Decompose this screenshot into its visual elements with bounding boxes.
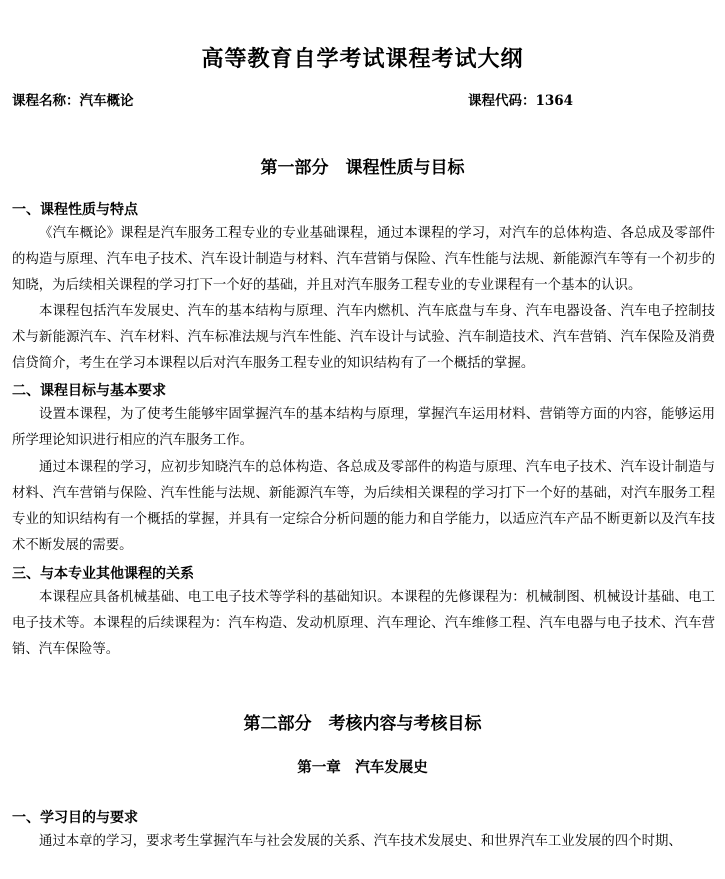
paragraph-objectives-2: 通过本课程的学习，应初步知晓汽车的总体构造、各总成及零部件的构造与原理、汽车电子技术、汽车设计制造与材料、汽车营销与保险、汽车性能与法规、新能源汽车等，为后续相关课程的学习打下一个好的基础，对汽车服务工程专业的知识结构有一个概括的掌握，并具有一定综合分析问题的能力和自学能力，以适应汽车产品不断更新以及汽车技术不断发展的需要。: [12, 460, 715, 553]
section-heading-relations: 三、与本专业其他课程的关系: [12, 566, 194, 582]
paragraph-nature-1: 《汽车概论》课程是汽车服务工程专业的专业基础课程，通过本课程的学习，对汽车的总体构造、各总成及零部件的构造与原理、汽车电子技术、汽车设计制造与材料、汽车营销与保险、汽车性能与法规、新能源汽车等有一个初步的知晓，为后续相关课程的学习打下一个好的基础，并且对汽车服务工程专业的专业课程有一个基本的认识。: [12, 226, 715, 293]
paragraph-objectives-1: 设置本课程，为了使考生能够牢固掌握汽车的基本结构与原理，掌握汽车运用材料、营销等方面的内容，能够运用所学理论知识进行相应的汽车服务工作。: [12, 407, 715, 448]
paragraph-relations-1: 本课程应具备机械基础、电工电子技术等学科的基础知识。本课程的先修课程为：机械制图、机械设计基础、电工电子技术等。本课程的后续课程为：汽车构造、发动机原理、汽车理论、汽车维修工程、汽车电器与电子技术、汽车营销、汽车保险等。: [12, 590, 715, 657]
document-title: 高等教育自学考试课程考试大纲: [201, 46, 524, 72]
part1-title: 第一部分 课程性质与目标: [260, 158, 465, 178]
chapter1-title: 第一章 汽车发展史: [297, 759, 428, 776]
section-heading-learning-goals: 一、学习目的与要求: [12, 810, 138, 826]
course-name: 课程名称：汽车概论: [12, 93, 134, 109]
part2-title: 第二部分 考核内容与考核目标: [243, 714, 482, 734]
section-heading-objectives: 二、课程目标与基本要求: [12, 383, 166, 399]
course-code: 课程代码：1364: [468, 93, 574, 109]
section-heading-nature: 一、课程性质与特点: [12, 202, 138, 218]
paragraph-learning-goals-1: 通过本章的学习，要求考生掌握汽车与社会发展的关系、汽车技术发展史、和世界汽车工业发展的四个时期、: [39, 834, 682, 849]
paragraph-nature-2: 本课程包括汽车发展史、汽车的基本结构与原理、汽车内燃机、汽车底盘与车身、汽车电器设备、汽车电子控制技术与新能源汽车、汽车材料、汽车标准法规与汽车性能、汽车设计与试验、汽车制造技术、汽车营销、汽车保险及消费信贷简介，考生在学习本课程以后对汽车服务工程专业的知识结构有了一个概括的掌握。: [12, 304, 715, 371]
